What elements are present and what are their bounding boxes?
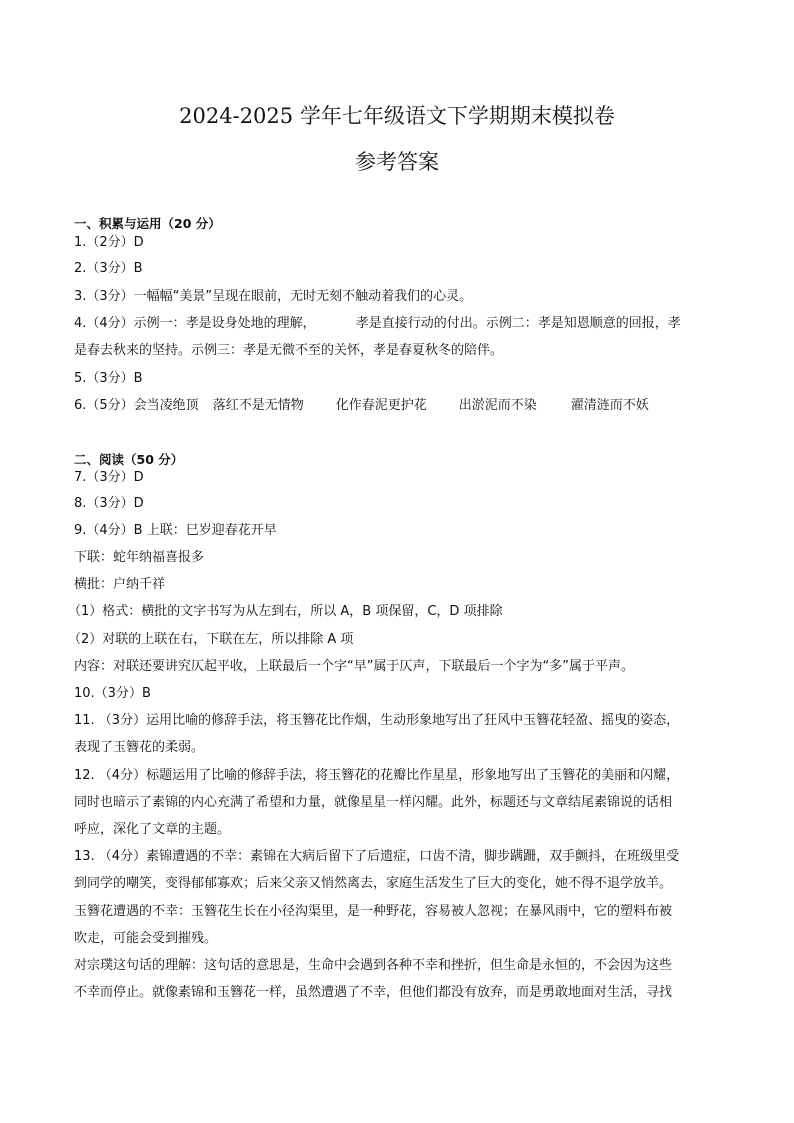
answer-q11-line2: 表现了玉簪花的柔弱。 (74, 740, 205, 755)
answer-q12-line2: 同时也暗示了素锦的内心充满了希望和力量，就像星星一样闪耀。此外，标题还与文章结尾素锦说的话相 (74, 795, 673, 810)
answer-q6-b: 化作春泥更护花 (335, 398, 427, 413)
answer-q9-line6: 内容：对联还要讲究仄起平收，上联最后一个字“早”属于仄声，下联最后一个字为“多”属于平声。 (74, 659, 634, 674)
answer-q13-line1: 13. （4分）素锦遭遇的不幸：素锦在大病后留下了后遗症，口齿不清，脚步蹒跚，双手颤抖，在班级里受 (74, 849, 680, 864)
answer-q2: 2.（3分）B (74, 261, 143, 276)
answer-q1: 1.（2分）D (74, 235, 144, 250)
answer-q9-line3: 横批：户纳千祥 (74, 577, 166, 592)
answer-q4-line1 (74, 314, 734, 334)
answer-q13-line5: 对宗璞这句话的理解：这句话的意思是，生命中会遇到各种不幸和挫折，但生命是永恒的，不会因为这些 (74, 958, 673, 973)
answer-q4-part1: 4.（4分）示例一：孝是设身处地的理解， (74, 316, 316, 331)
answer-q5: 5.（3分）B (74, 371, 143, 386)
answer-q4-part2: 孝是直接行动的付出。示例二：孝是知恩顺意的回报，孝 (355, 316, 681, 331)
answer-q12-line1: 12. （4分）标题运用了比喻的修辞手法，将玉簪花的花瓣比作星星，形象地写出了玉簪花的美丽和闪耀， (74, 768, 680, 783)
answer-q11-line1: 11. （3分）运用比喻的修辞手法，将玉簪花比作烟，生动形象地写出了狂风中玉簪花轻盈、摇曳的姿态， (74, 713, 680, 728)
section-heading-1: 一、积累与运用（20 分） (74, 216, 221, 231)
answer-q9-line4: （1）格式：横批的文字书写为从左到右，所以 A，B 项保留，C，D 项排除 (68, 604, 503, 619)
answer-q13-line4: 吹走，可能会受到摧残。 (74, 931, 218, 946)
answer-q7: 7.（3分）D (74, 470, 144, 485)
answer-q8: 8.（3分）D (74, 496, 144, 511)
answer-q9-line5: （2）对联的上联在右，下联在左，所以排除 A 项 (68, 632, 354, 647)
answer-q13-line2: 到同学的嘲笑，变得郁郁寡欢；后来父亲又悄然离去，家庭生活发生了巨大的变化，她不得不退学放羊。 (74, 876, 673, 891)
answer-q6 (74, 396, 734, 416)
answer-q6-label: 6.（5分）会当凌绝顶 (74, 398, 199, 413)
answer-q6-a: 落红不是无情物 (212, 398, 304, 413)
answer-q9: 9.（4分）B 上联：巳岁迎春花开早 (74, 523, 277, 538)
answer-q10: 10.（3分）B (74, 686, 151, 701)
answer-q12-line3: 呼应，深化了文章的主题。 (74, 822, 231, 837)
answer-q9-line2: 下联：蛇年纳福喜报多 (74, 550, 205, 565)
section-heading-2: 二、阅读（50 分） (74, 452, 184, 467)
page-title: 2024-2025 学年七年级语文下学期期末模拟卷 (179, 104, 615, 128)
answer-q6-d: 濯清涟而不妖 (570, 398, 649, 413)
answer-q13-line3: 玉簪花遭遇的不幸：玉簪花生长在小径沟渠里，是一种野花，容易被人忽视；在暴风雨中，它的塑料布被 (74, 904, 673, 919)
page-subtitle: 参考答案 (355, 150, 439, 174)
answer-q3: 3.（3分）一幅幅“美景”呈现在眼前，无时无刻不触动着我们的心灵。 (74, 289, 473, 304)
answer-q13-line6: 不幸而停止。就像素锦和玉簪花一样，虽然遭遇了不幸，但他们都没有放弃，而是勇敢地面对生活，寻找 (74, 985, 673, 1000)
answer-q4-line2: 是春去秋来的坚持。示例三：孝是无微不至的关怀，孝是春夏秋冬的陪伴。 (74, 343, 504, 358)
answer-q6-c: 出淤泥而不染 (458, 398, 537, 413)
